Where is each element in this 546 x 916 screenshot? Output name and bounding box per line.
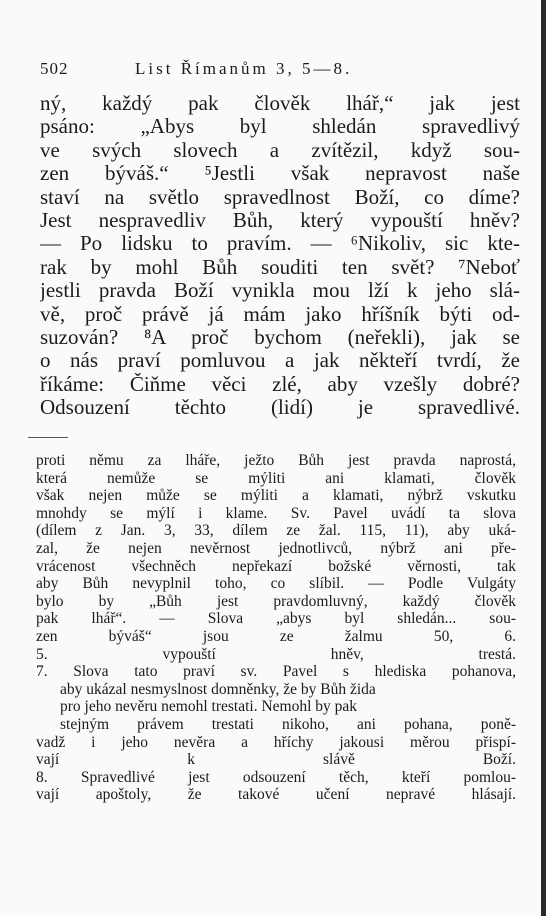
note-line — [36, 821, 516, 839]
note-line: pak lhář“. — Slova „abys byl shledán... sou- — [36, 610, 516, 628]
note-line: 8. Spravedlivé jest odsouzení těch, kteří pomlou- — [36, 768, 516, 786]
text-line — [40, 419, 520, 442]
text-line: vě, proč právě já mám jako hříšník býti od- — [40, 302, 520, 326]
text-line: — Po lidsku to pravím. — ⁶Nikoliv, sic kte- — [40, 232, 520, 256]
text-line: zen býváš.“ ⁵Jestli však nepravost naše — [40, 162, 520, 186]
running-head: List Římanům 3, 5—8. — [135, 59, 353, 78]
note-line: 5. vypouští hněv, trestá. — [36, 645, 516, 663]
note-line: vají k slávě Boží. — [36, 751, 516, 769]
text-line: suzován? ⁸A proč bychom (neřekli), jak se — [40, 325, 520, 349]
note-line: vrácenost všechněch nepřekazí božské věrnosti, tak — [36, 557, 516, 575]
text-line: psáno: „Abys byl shledán spravedlivý — [40, 115, 520, 139]
main-text — [40, 92, 520, 443]
note-line: (dílem z Jan. 3, 33, dílem ze žal. 115, 11), aby uká- — [36, 522, 516, 540]
text-line: ný, každý pak člověk lhář,“ jak jest — [40, 92, 520, 115]
text-line: staví na světlo spravedlnost Boží, co díme? — [40, 185, 520, 209]
note-line: pro jeho nevěru nemohl trestati. Nemohl by pak — [60, 698, 358, 716]
running-header — [40, 59, 500, 79]
text-line: rak by mohl Bůh souditi ten svět? ⁷Neboť — [40, 255, 520, 279]
footnotes — [36, 452, 516, 857]
text-line: říkáme: Čiňme věci zlé, aby vzešly dobré? — [40, 372, 520, 396]
note-line — [36, 839, 516, 857]
note-line: aby ukázal nesmyslnost domněnky, že by Bůh žida — [60, 680, 376, 698]
text-line: ve svých slovech a zvítězil, když sou- — [40, 138, 520, 162]
footnote-rule — [28, 437, 68, 438]
page-edge — [541, 0, 546, 916]
note-line: bylo by „Bůh jest pravdomluvný, každý člověk — [36, 592, 516, 610]
note-line: však nejen může se mýliti a klamati, nýbrž vskutku — [36, 487, 516, 505]
note-line: zen býváš“ jsou ze žalmu 50, 6. — [36, 627, 516, 645]
text-line: jestli pravda Boží vynikla mou lží k jeho slá- — [40, 279, 520, 303]
note-line: která nemůže se mýliti ani klamati, člověk — [36, 469, 516, 487]
text-line: Odsouzení těchto (lidí) je spravedlivé. — [40, 396, 520, 420]
text-line: Jest nespravedliv Bůh, který vypouští hněv? — [40, 208, 520, 232]
note-line: mnohdy se mýlí i klame. Sv. Pavel uvádí ta slova — [36, 504, 516, 522]
note-line: vadž i jeho nevěra a hříchy jakousi měrou přispí- — [36, 733, 516, 751]
note-line: proti němu za lháře, ježto Bůh jest pravda naprostá, — [36, 452, 516, 469]
note-line: aby Bůh nevyplnil toho, co slíbil. — Podle Vulgáty — [36, 575, 516, 593]
note-line: stejným právem trestati nikoho, ani pohana, poně- — [60, 715, 516, 733]
page-number: 502 — [40, 59, 69, 78]
note-line: 7. Slova tato praví sv. Pavel s hlediska pohanova, — [36, 663, 516, 681]
text-line: o nás praví pomluvou a jak někteří tvrdí, že — [40, 349, 520, 373]
note-line — [36, 804, 516, 822]
note-line: zal, že nejen nevěrnost jednotlivců, nýbrž ani pře- — [36, 539, 516, 557]
note-line: vají apoštoly, že takové učení nepravé hlásají. — [36, 786, 516, 804]
